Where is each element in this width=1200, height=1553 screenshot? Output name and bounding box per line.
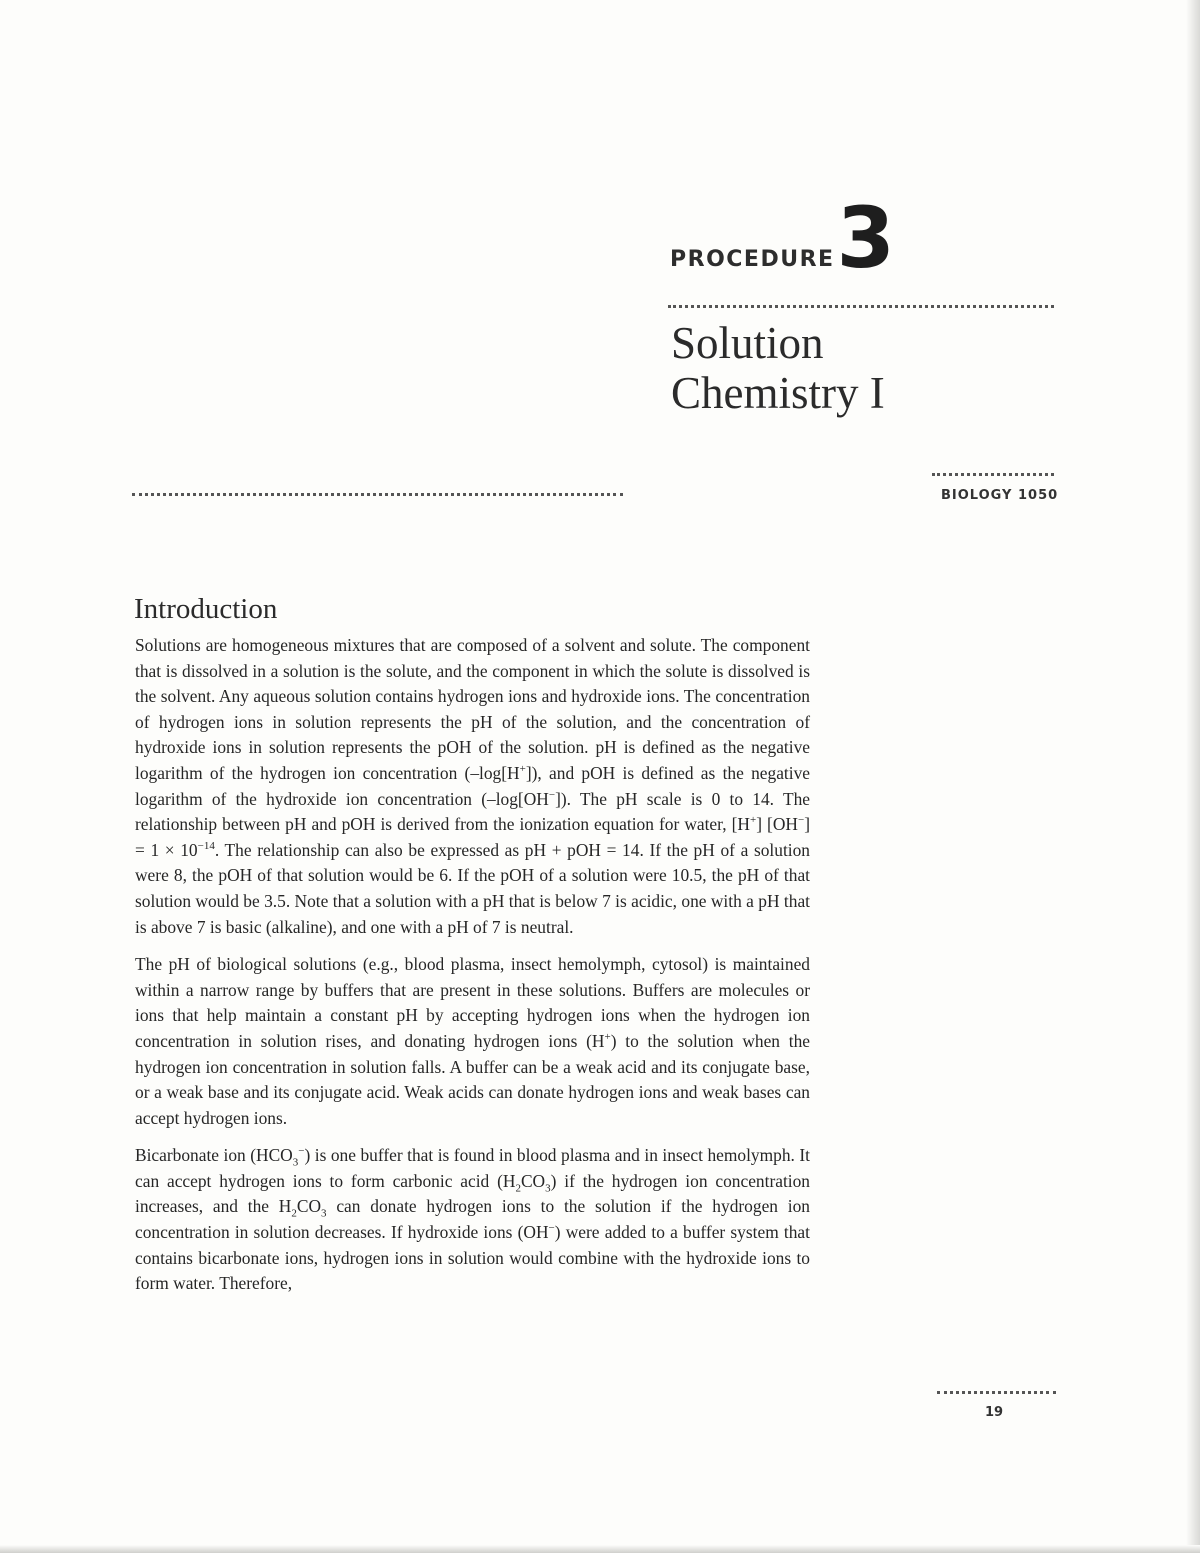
procedure-number: 3: [836, 189, 895, 287]
procedure-header: [670, 189, 895, 287]
course-rule: [932, 473, 1054, 476]
page-title: [671, 318, 1071, 418]
page-bottom-shadow: [0, 1545, 1200, 1553]
section-heading: Introduction: [134, 593, 278, 625]
paragraph-3: Bicarbonate ion $(HCO_3^-)$ is one buffer that is found in blood plasma and in insect hemolymph. It can accept hydrogen ions to form carbonic acid $(H_2CO_3)$ if the hydrogen ion concentration increases, and the $H_2CO_3$ can donate hydrogen ions to the solution if the hydrogen ion concentration in solution decreases. If hydroxide ions (OH−) were added to a buffer system that contains bicarbonate ions, hydrogen ions in solution would combine with the hydroxide ions to form water. Therefore,: [135, 1145, 811, 1294]
title-line-2: Chemistry I: [671, 368, 885, 418]
page-number-rule: [937, 1391, 1056, 1394]
page-edge-shadow: [1186, 0, 1200, 1553]
page-number: 19: [985, 1405, 1004, 1420]
body-text: [135, 633, 810, 1309]
title-rule: [668, 305, 1054, 308]
procedure-label: PROCEDURE: [670, 247, 835, 272]
left-section-rule: [132, 493, 623, 496]
paragraph-1: Solutions are homogeneous mixtures that are composed of a solvent and solute. The component that is dissolved in a solution is the solute, and the component in which the solute is dissolved is the solvent. Any aqueous solution contains hydrogen ions and hydroxide ions. The concentration of hydrogen ions in solution represents the pH of the solution, and the concentration of hydroxide ions in solution represents the pOH of the solution. pH is defined as the negative logarithm of the hydrogen ion concentration (–log[H+]), and pOH is defined as the negative logarithm of the hydroxide ion concentration (–log[OH−]). The pH scale is 0 to 14. The relationship between pH and pOH is derived from the ionization equation for water, [H+] $[OH^-] = 1 \times 10^{-14}$. The relationship can also be expressed as pH + pOH = 14. If the pH of a solution were 8, the pOH of that solution would be 6. If the pOH of a solution were 10.5, the pH of that solution would be 3.5. Note that a solution with a pH that is below 7 is acidic, one with a pH that is above 7 is basic (alkaline), and one with a pH of 7 is neutral.: [135, 635, 810, 937]
title-line-1: Solution: [671, 318, 824, 368]
paragraph-2: The pH of biological solutions (e.g., blood plasma, insect hemolymph, cytosol) is maintained within a narrow range by buffers that are present in these solutions. Buffers are molecules or ions that help maintain a constant pH by accepting hydrogen ions when the hydrogen ion concentration in solution rises, and donating hydrogen ions (H+) to the solution when the hydrogen ion concentration in solution falls. A buffer can be a weak acid and its conjugate base, or a weak base and its conjugate acid. Weak acids can donate hydrogen ions and weak bases can accept hydrogen ions.: [135, 954, 810, 1128]
course-label: BIOLOGY 1050: [941, 488, 1059, 503]
